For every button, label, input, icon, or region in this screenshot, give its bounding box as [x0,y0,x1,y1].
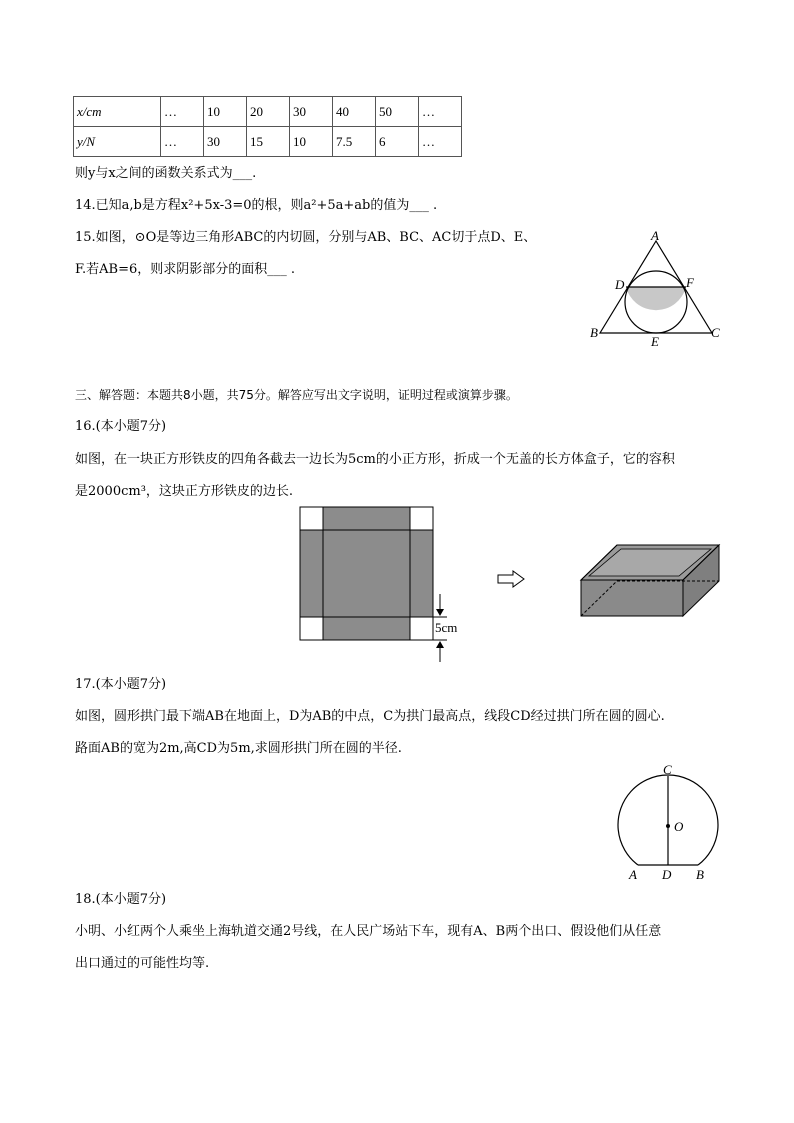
arch-door-figure [610,760,725,885]
right-arrow-icon [497,570,527,588]
question-18-line1: 小明、小红两个人乘坐上海轨道交通2号线，在人民广场站下车，现有A、B两个出口、假设他们从任意 [75,924,662,939]
question-17-heading: 17.(本小题7分) [75,677,167,692]
question-18-line2: 出口通过的可能性均等. [75,956,210,971]
question-14: 14.已知a,b是方程x²+5x-3=0的根，则a²+5a+ab的值为___ . [75,198,438,213]
table-cell: … [419,127,462,157]
cut-corner [410,507,433,530]
label-b: B [590,325,598,340]
table-cell: … [419,97,462,127]
cut-corner [300,617,323,640]
table-cell: 40 [333,97,376,127]
question-15-line1: 15.如图，⊙O是等边三角形ABC的内切圆，分别与AB、BC、AC切于点D、E、 [75,230,537,245]
label-e: E [651,334,659,349]
table-cell: … [161,127,204,157]
label-c: C [663,762,672,777]
section-3-heading: 三、解答题：本题共8小题，共75分。解答应写出文字说明，证明过程或演算步骤。 [75,388,518,402]
table-cell: 15 [247,127,290,157]
table-row [74,97,462,127]
question-16-heading: 16.(本小题7分) [75,419,167,434]
label-f: F [686,275,694,290]
table-cell: 50 [376,97,419,127]
label-d: D [615,277,625,292]
label-a: A [629,867,637,882]
open-box-figure [575,540,725,620]
label-a: A [651,228,659,243]
table-cell: 20 [247,97,290,127]
arrow-head [436,609,444,616]
label-o: O [674,819,684,834]
square-sheet-net-figure [295,502,475,664]
cut-corner [300,507,323,530]
table-cell: 10 [204,97,247,127]
question-17-line2: 路面AB的宽为2m,高CD为5m,求圆形拱门所在圆的半径. [75,741,402,756]
dimension-label: 5cm [435,620,458,635]
question-17-line1: 如图，圆形拱门最下端AB在地面上，D为AB的中点，C为拱门最高点，线段CD经过拱门所在圆的圆心. [75,709,665,724]
question-16-line1: 如图，在一块正方形铁皮的四角各截去一边长为5cm的小正方形，折成一个无盖的长方体盒子，它的容积 [75,452,675,467]
label-c: C [711,325,720,340]
table-header-cell: x/cm [74,97,161,127]
table-cell: 10 [290,127,333,157]
q13-answer-line: 则y与x之间的函数关系式为___. [75,166,257,181]
table-cell: 30 [204,127,247,157]
shaded-segment [626,287,686,310]
table-cell: 6 [376,127,419,157]
label-d: D [662,867,672,882]
table-cell: … [161,97,204,127]
table-header-cell: y/N [74,127,161,157]
table-row [74,127,462,157]
cut-corner [410,617,433,640]
table-cell: 30 [290,97,333,127]
incircle-triangle-figure [585,225,735,350]
label-b: B [696,867,704,882]
question-16-line2: 是2000cm³，这块正方形铁皮的边长. [75,484,294,499]
box-front [581,580,683,616]
table-cell: 7.5 [333,127,376,157]
question-18-heading: 18.(本小题7分) [75,892,167,907]
value-table [73,96,462,157]
arrow-head [436,641,444,648]
question-15-line2: F.若AB=6，则求阴影部分的面积___ . [75,262,295,277]
center-point [666,824,670,828]
